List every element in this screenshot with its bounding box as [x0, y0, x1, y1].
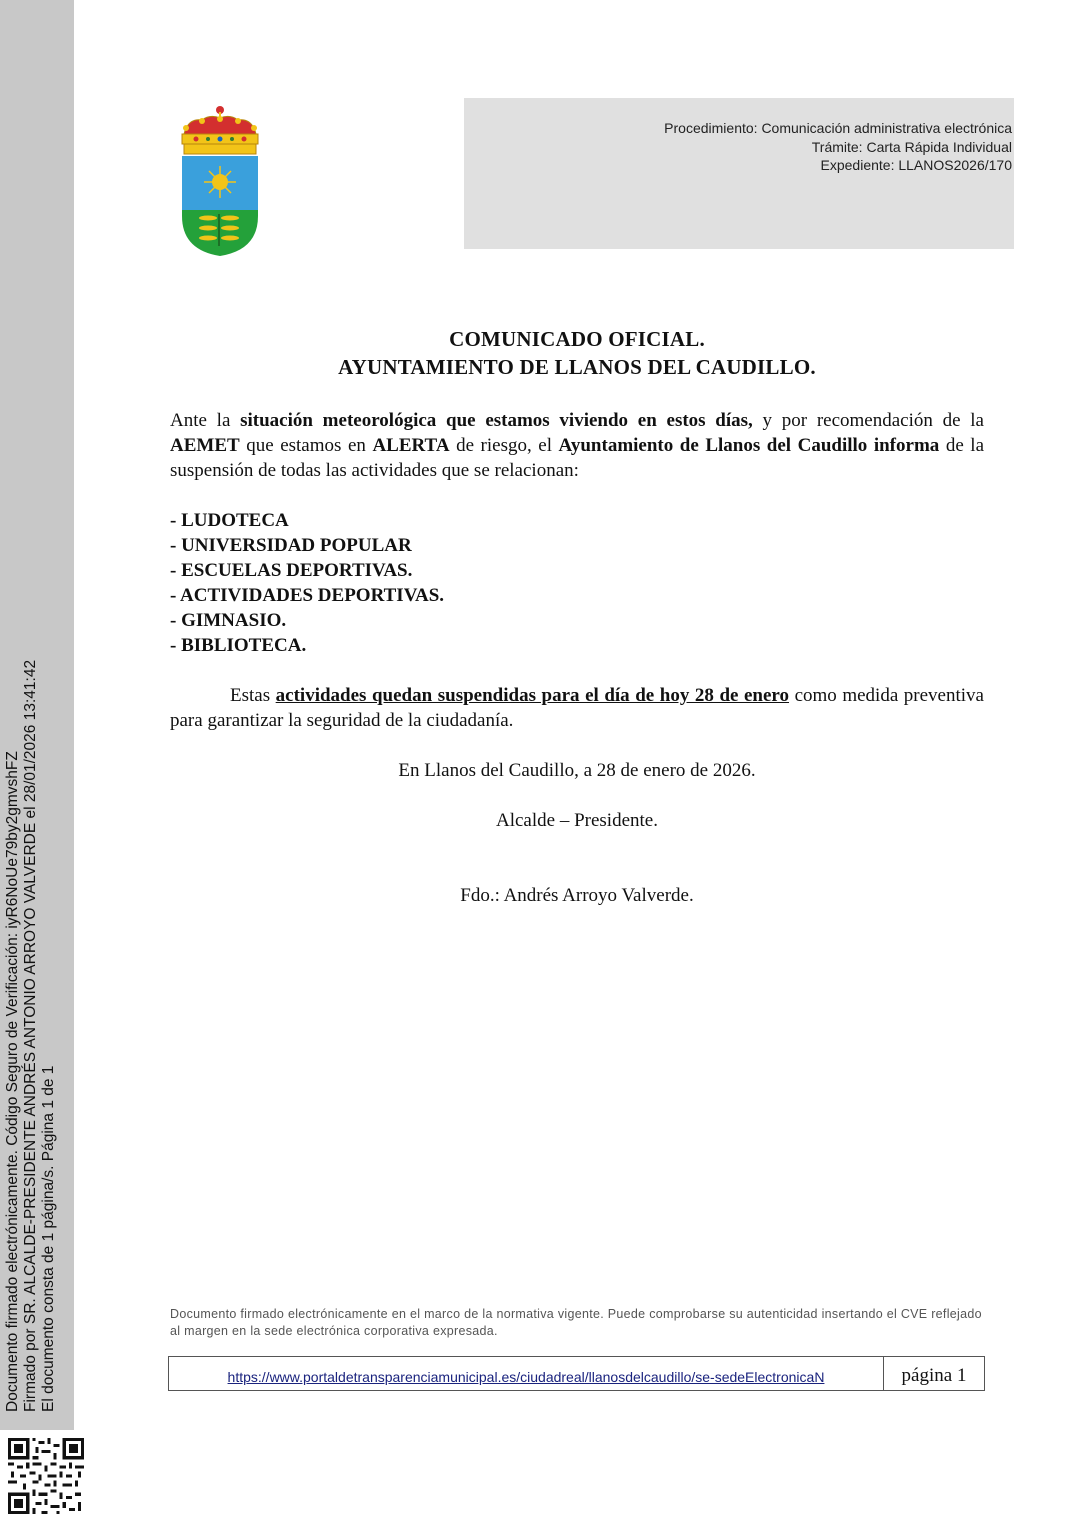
- verification-text: [4, 512, 58, 1412]
- suspension-bold-underlined: actividades quedan suspendidas para el día de hoy 28 de enero: [275, 685, 790, 706]
- intro-text-1: Ante la: [170, 410, 241, 431]
- suspension-paragraph: [170, 683, 984, 733]
- signature-line: Fdo.: Andrés Arroyo Valverde.: [460, 885, 694, 906]
- intro-paragraph: [170, 408, 984, 483]
- intro-bold-alerta: ALERTA: [372, 435, 450, 456]
- list-item: - LUDOTECA: [170, 510, 289, 531]
- list-item: - ESCUELAS DEPORTIVAS.: [170, 560, 413, 581]
- procedure-label: Procedimiento: Comunicación administrativa electrónica: [664, 120, 1012, 136]
- sede-electronica-link[interactable]: https://www.portaldetransparenciamunicipal.es/ciudadreal/llanosdelcaudillo/se-sedeElectronicaN: [169, 1357, 884, 1390]
- intro-bold-1: situación meteorológica que estamos viviendo en estos días,: [240, 410, 753, 431]
- municipal-crest-icon: [178, 104, 262, 258]
- list-item: - GIMNASIO.: [170, 610, 287, 631]
- verification-line-csv: Documento firmado electrónicamente. Código Seguro de Verificación: iyR6NoUe79by2gmvshFZ: [4, 751, 21, 1412]
- verification-sidebar: [0, 0, 74, 1430]
- intro-text-3: que estamos en: [239, 435, 373, 456]
- list-item: - BIBLIOTECA.: [170, 635, 307, 656]
- intro-bold-ayuntamiento: Ayuntamiento de Llanos del Caudillo informa: [558, 435, 940, 456]
- list-item: - ACTIVIDADES DEPORTIVAS.: [170, 585, 445, 606]
- verification-line-pages: El documento consta de 1 página/s. Página 1 de 1: [40, 1065, 57, 1412]
- suspension-text-1: Estas: [230, 685, 276, 706]
- procedure-info-box: [464, 98, 1014, 249]
- footer-note: Documento firmado electrónicamente en el marco de la normativa vigente. Puede comprobarse su autenticidad insertando el CVE reflejado al margen en la sede electrónica corporativa expresada.: [170, 1307, 982, 1338]
- page-number: página 1: [901, 1365, 967, 1386]
- place-date: En Llanos del Caudillo, a 28 de enero de 2026.: [398, 760, 756, 781]
- document-subtitle: AYUNTAMIENTO DE LLANOS DEL CAUDILLO.: [338, 355, 816, 379]
- footer-url-box: [168, 1356, 985, 1391]
- intro-text-5: de la suspensión de todas las actividades que se relacionan:: [170, 435, 985, 481]
- suspension-text-2: como medida preventiva para garantizar la seguridad de la ciudadanía.: [170, 685, 984, 731]
- intro-text-4: de riesgo, el: [449, 435, 559, 456]
- intro-text-2: y por recomendación de la: [752, 410, 984, 431]
- expediente-label: Expediente: LLANOS2026/170: [820, 157, 1012, 173]
- activities-list: [170, 508, 444, 658]
- signer-position: Alcalde – Presidente.: [496, 810, 658, 831]
- qr-code-icon: [8, 1438, 84, 1514]
- list-item: - UNIVERSIDAD POPULAR: [170, 535, 412, 556]
- tramite-label: Trámite: Carta Rápida Individual: [811, 138, 1012, 155]
- verification-line-signer: Firmado por SR. ALCALDE-PRESIDENTE ANDRÉS ANTONIO ARROYO VALVERDE el 28/01/2026 13:41:42: [22, 659, 39, 1412]
- document-title: COMUNICADO OFICIAL.: [449, 327, 705, 351]
- intro-bold-aemet: AEMET: [170, 435, 240, 456]
